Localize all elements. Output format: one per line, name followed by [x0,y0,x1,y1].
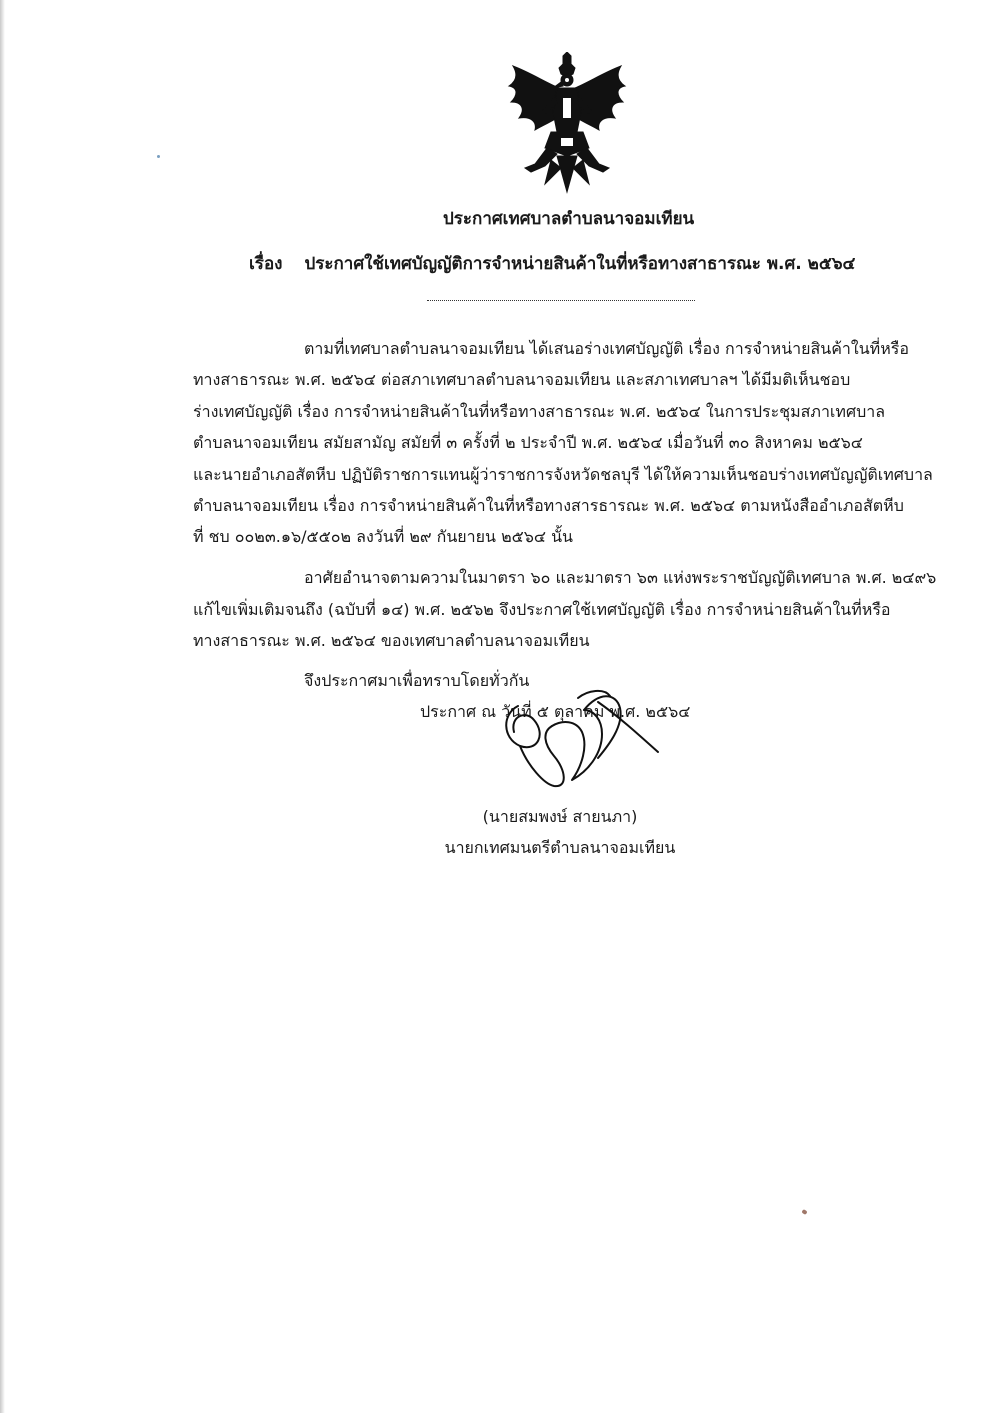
document-title: ประกาศเทศบาลตำบลนาจอมเทียน [443,209,695,229]
paragraph-line: ทางสาธารณะ พ.ศ. ๒๕๖๔ ต่อสภาเทศบาลตำบลนาจอมเทียน และสภาเทศบาลฯ ได้มีมติเห็นชอบ [193,370,851,389]
paragraph-line: ที่ ชบ ๐๐๒๓.๑๖/๕๕๐๒ ลงวันที่ ๒๙ กันยายน ๒๕๖๔ นั้น [193,527,573,546]
garuda-emblem [505,52,630,202]
announcement-date: ประกาศ ณ วันที่ ๕ ตุลาคม พ.ศ. ๒๕๖๔ [420,702,691,721]
dotted-divider [427,300,695,301]
document-subject [249,254,855,274]
subject-label: เรื่อง [249,254,283,274]
ink-speck [801,1209,807,1215]
signatory-position: นายกเทศมนตรีตำบลนาจอมเทียน [444,838,676,857]
paragraph-line: ร่างเทศบัญญัติ เรื่อง การจำหน่ายสินค้าในที่หรือทางสาธารณะ พ.ศ. ๒๕๖๔ ในการประชุมสภาเทศบาล [193,402,886,421]
paragraph-line: ตามที่เทศบาลตำบลนาจอมเทียน ได้เสนอร่างเทศบัญญัติ เรื่อง การจำหน่ายสินค้าในที่หรือ [304,339,909,358]
closing-line: จึงประกาศมาเพื่อทราบโดยทั่วกัน [304,671,530,690]
ink-speck [157,155,160,158]
paragraph-line: แก้ไขเพิ่มเติมจนถึง (ฉบับที่ ๑๔) พ.ศ. ๒๕๖๒ จึงประกาศใช้เทศบัญญัติ เรื่อง การจำหน่ายสินค้าในที่หรือ [193,600,891,619]
paragraph-line: ทางสาธารณะ พ.ศ. ๒๕๖๔ ของเทศบาลตำบลนาจอมเทียน [193,631,590,650]
subject-text: ประกาศใช้เทศบัญญัติการจำหน่ายสินค้าในที่หรือทางสาธารณะ พ.ศ. ๒๕๖๔ [304,254,856,274]
paragraph-line: และนายอำเภอสัตหีบ ปฏิบัติราชการแทนผู้ว่าราชการจังหวัดชลบุรี ได้ให้ความเห็นชอบร่างเทศบัญญัติเทศบาล [193,465,933,484]
paragraph-line: อาศัยอำนาจตามความในมาตรา ๖๐ และมาตรา ๖๓ แห่งพระราชบัญญัติเทศบาล พ.ศ. ๒๔๙๖ [304,568,937,587]
signatory-name: (นายสมพงษ์ สายนภา) [482,807,638,826]
handwritten-signature [498,686,663,796]
page-edge [0,0,5,1413]
paragraph-line: ตำบลนาจอมเทียน เรื่อง การจำหน่ายสินค้าในที่หรือทางสารธารณะ พ.ศ. ๒๕๖๔ ตามหนังสืออำเภอสัตหีบ [193,496,904,515]
paragraph-line: ตำบลนาจอมเทียน สมัยสามัญ สมัยที่ ๓ ครั้งที่ ๒ ประจำปี พ.ศ. ๒๕๖๔ เมื่อวันที่ ๓๐ สิงหาคม ๒๕๖๔ [193,433,863,452]
